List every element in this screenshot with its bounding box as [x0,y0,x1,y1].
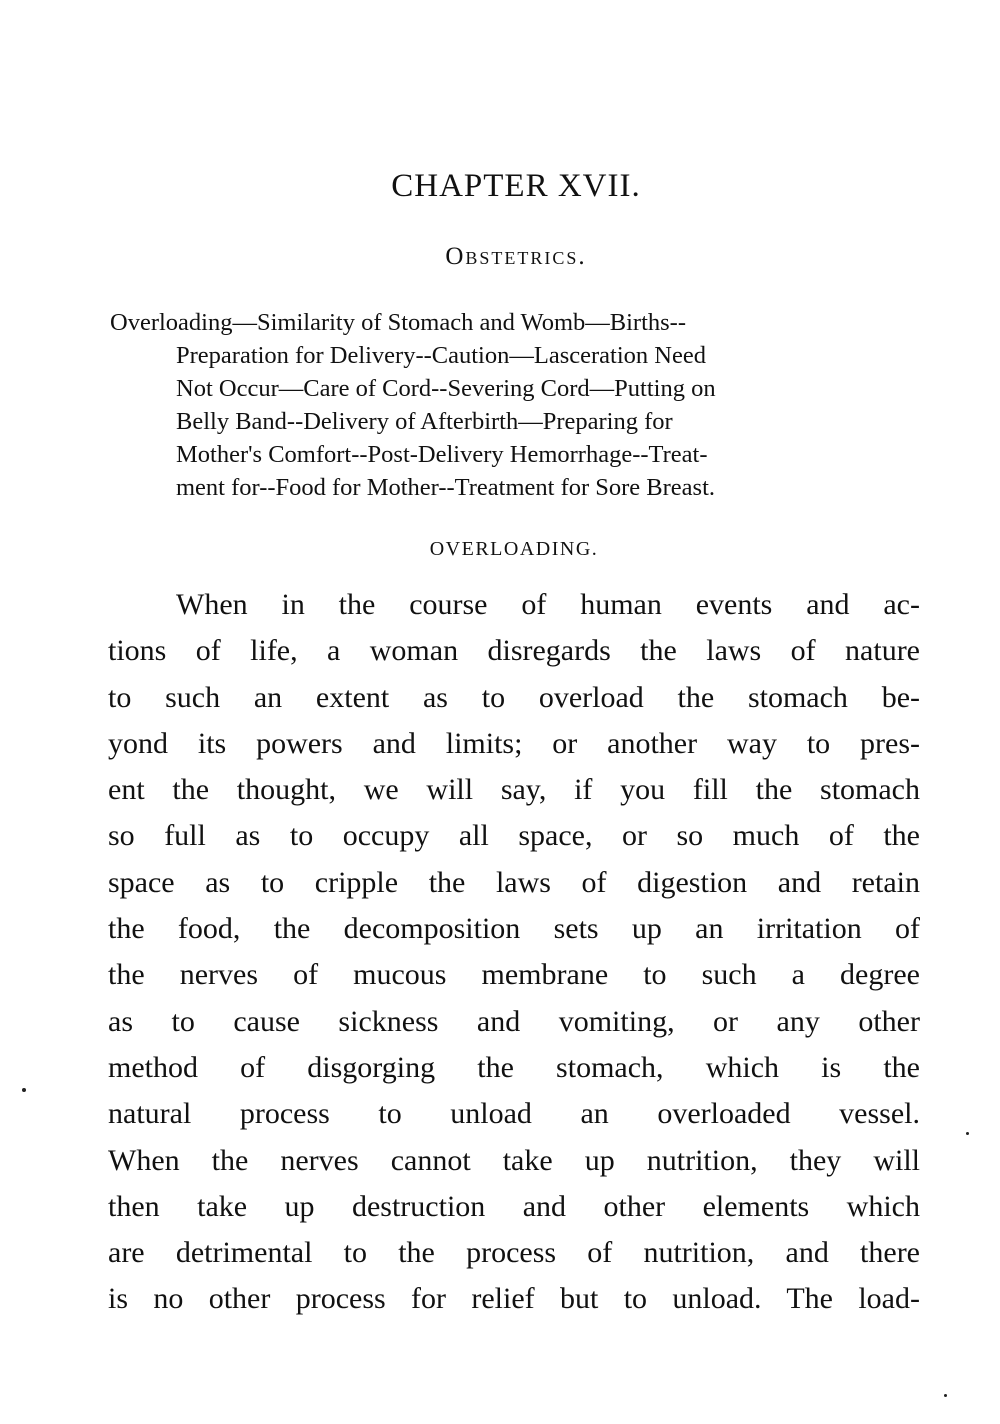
body-line: so full as to occupy all space, or so much of the [108,819,920,853]
body-line: the food, the decomposition sets up an irritation of [108,912,920,946]
summary-line: Mother's Comfort--Post-Delivery Hemorrhage--Treat- [176,441,708,468]
summary-line: Not Occur—Care of Cord--Severing Cord—Putting on [176,375,716,402]
body-line: then take up destruction and other elements which [108,1189,920,1223]
body-line: is no other process for relief but to unload. The load- [108,1282,920,1316]
body-line: tions of life, a woman disregards the laws of nature [108,634,920,668]
summary-line: Preparation for Delivery--Caution—Lasceration Need [176,342,706,369]
scan-speck [966,1132,969,1135]
body-line: method of disgorging the stomach, which is the [108,1050,920,1084]
scan-speck [944,1394,947,1397]
body-line: When in the course of human events and ac- [176,588,920,621]
body-line: as to cause sickness and vomiting, or any other [108,1004,920,1038]
body-line: natural process to unload an overloaded vessel. [108,1097,920,1131]
body-line: ent the thought, we will say, if you fill the stomach [108,773,920,807]
scan-speck [22,1088,26,1092]
summary-line: Belly Band--Delivery of Afterbirth—Preparing for [176,408,673,435]
chapter-title: CHAPTER XVII. [391,168,641,204]
summary-line: Overloading—Similarity of Stomach and Womb—Births-- [110,309,686,336]
summary-line: ment for--Food for Mother--Treatment for Sore Breast. [176,474,716,501]
chapter-subtitle: Obstetrics. [445,243,587,270]
body-line: to such an extent as to overload the stomach be- [108,680,920,714]
body-line: When the nerves cannot take up nutrition, they will [108,1143,920,1177]
section-heading: OVERLOADING. [429,538,599,560]
body-line: yond its powers and limits; or another way to pres- [108,726,920,760]
chapter-summary [110,306,918,504]
body-line: the nerves of mucous membrane to such a degree [108,958,920,992]
body-paragraph [108,582,920,1323]
body-line: space as to cripple the laws of digestion and retain [108,865,920,899]
body-line: are detrimental to the process of nutrition, and there [108,1236,920,1270]
